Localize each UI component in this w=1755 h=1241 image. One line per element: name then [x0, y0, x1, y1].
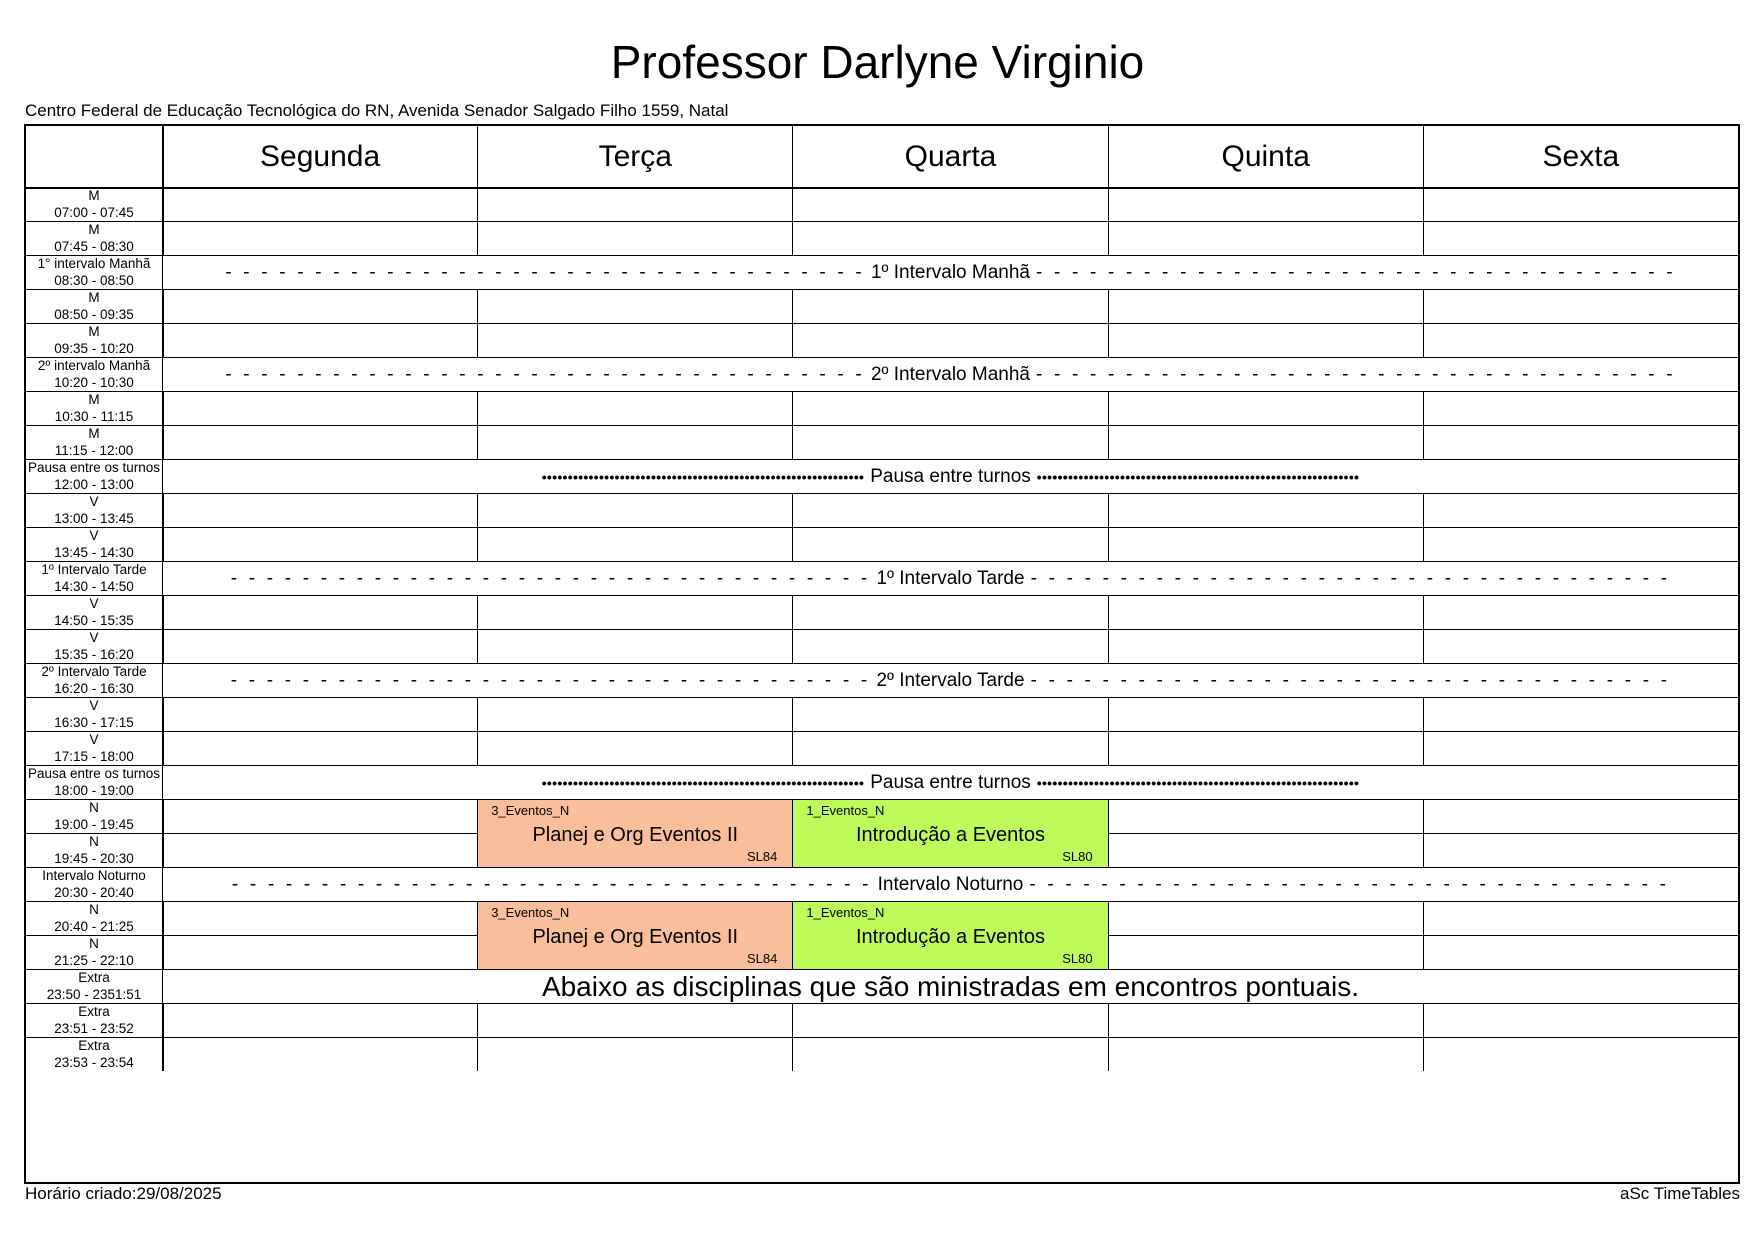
period-name: M	[88, 392, 100, 407]
separator-label: 2º Intervalo Tarde	[876, 669, 1025, 691]
row-divider	[26, 697, 1738, 698]
lesson-subject: Planej e Org Eventos II	[532, 824, 739, 846]
column-divider	[1423, 731, 1424, 765]
period-label	[26, 969, 162, 1003]
period-name: M	[88, 426, 100, 441]
column-divider	[792, 187, 793, 221]
column-divider	[1108, 1003, 1109, 1037]
period-label	[26, 731, 162, 765]
period-name: V	[89, 528, 99, 543]
period-label	[26, 289, 162, 323]
period-name: M	[88, 188, 100, 203]
lesson-subject: Introdução a Eventos	[855, 926, 1045, 948]
lesson-room: SL80	[1062, 951, 1093, 966]
period-time: 15:35 - 16:20	[54, 647, 134, 662]
period-name: V	[89, 494, 99, 509]
separator-label: Intervalo Noturno	[877, 873, 1024, 895]
period-name: N	[89, 800, 99, 815]
lesson-card[interactable]	[477, 902, 793, 969]
page-title: Professor Darlyne Virginio	[610, 36, 1145, 88]
separator-label: 1º Intervalo Tarde	[876, 567, 1025, 589]
row-divider	[26, 289, 1738, 290]
lesson-class: 1_Eventos_N	[806, 803, 885, 818]
separator-leader: ••••••••••••••••••••••••••••••••••••••••••••••••••••••••••••••	[1036, 774, 1360, 791]
lesson-room: SL84	[747, 951, 778, 966]
period-label	[26, 459, 162, 493]
timetable-grid	[24, 124, 1740, 1184]
period-time: 12:00 - 13:00	[54, 477, 134, 492]
period-time: 23:50 - 2351:51	[46, 987, 142, 1002]
period-time: 23:53 - 23:54	[54, 1055, 134, 1070]
column-divider	[1423, 493, 1424, 527]
separator-leader: - - - - - - - - - - - - - - - - - - - - - - - - - - - - - - - - - - - -	[231, 873, 872, 895]
column-divider	[792, 595, 793, 629]
column-divider	[1423, 697, 1424, 731]
pontual-note	[163, 970, 1738, 1003]
column-divider	[792, 697, 793, 731]
row-divider	[26, 1003, 1738, 1004]
column-divider	[1108, 187, 1109, 221]
column-divider	[1423, 391, 1424, 425]
column-divider	[477, 391, 478, 425]
separator-leader: - - - - - - - - - - - - - - - - - - - - - - - - - - - - - - - - - - - -	[225, 261, 865, 283]
column-divider	[1108, 595, 1109, 629]
period-time: 19:45 - 20:30	[54, 851, 134, 866]
column-divider	[792, 527, 793, 561]
column-divider	[1423, 1037, 1424, 1071]
period-time: 20:40 - 21:25	[54, 919, 134, 934]
period-time: 13:00 - 13:45	[54, 511, 134, 526]
column-divider	[1108, 323, 1109, 357]
row-divider	[26, 1037, 1738, 1038]
column-divider	[792, 289, 793, 323]
column-divider	[477, 493, 478, 527]
period-label	[26, 187, 162, 221]
separator-leader: - - - - - - - - - - - - - - - - - - - - - - - - - - - - - - - - - - - -	[1036, 363, 1676, 385]
separator-leader: - - - - - - - - - - - - - - - - - - - - - - - - - - - - - - - - - - - -	[1030, 567, 1671, 589]
period-label	[26, 901, 162, 935]
period-time: 10:20 - 10:30	[54, 375, 134, 390]
column-divider	[1423, 935, 1424, 969]
column-divider	[477, 731, 478, 765]
column-divider	[1108, 629, 1109, 663]
column-divider	[1423, 799, 1424, 833]
separator-label: 2º Intervalo Manhã	[870, 363, 1031, 385]
column-divider	[1423, 833, 1424, 867]
period-label	[26, 1003, 162, 1037]
lesson-class: 3_Eventos_N	[491, 803, 570, 818]
period-label	[26, 765, 162, 799]
period-label	[26, 391, 162, 425]
period-time: 18:00 - 19:00	[54, 783, 134, 798]
period-name: V	[89, 630, 99, 645]
column-divider	[1423, 221, 1424, 255]
separator-leader: - - - - - - - - - - - - - - - - - - - - - - - - - - - - - - - - - - - -	[1030, 669, 1671, 691]
column-divider	[792, 425, 793, 459]
column-divider	[477, 425, 478, 459]
column-divider	[477, 629, 478, 663]
period-name: Extra	[78, 1004, 110, 1019]
separator-leader: ••••••••••••••••••••••••••••••••••••••••••••••••••••••••••••••	[541, 774, 865, 791]
row-divider	[26, 323, 1738, 324]
period-label	[26, 357, 162, 391]
column-divider	[1423, 901, 1424, 935]
column-divider	[1423, 629, 1424, 663]
column-divider	[477, 697, 478, 731]
column-divider	[792, 731, 793, 765]
period-label	[26, 663, 162, 697]
lesson-room: SL80	[1062, 849, 1093, 864]
software-brand: aSc TimeTables	[1620, 1184, 1740, 1203]
break-separator	[163, 460, 1738, 493]
period-time: 21:25 - 22:10	[54, 953, 134, 968]
period-label	[26, 935, 162, 969]
column-divider	[1108, 221, 1109, 255]
period-label	[26, 595, 162, 629]
row-divider	[26, 731, 1738, 732]
column-divider	[1108, 1037, 1109, 1071]
period-name: 2º Intervalo Tarde	[41, 664, 147, 679]
column-divider	[792, 1003, 793, 1037]
period-time: 13:45 - 14:30	[54, 545, 134, 560]
period-label	[26, 833, 162, 867]
day-header-5: Sexta	[1423, 126, 1738, 187]
period-time: 08:30 - 08:50	[54, 273, 134, 288]
row-divider	[26, 527, 1738, 528]
column-divider	[1423, 527, 1424, 561]
period-time: 16:20 - 16:30	[54, 681, 134, 696]
period-time: 23:51 - 23:52	[54, 1021, 134, 1036]
period-time: 11:15 - 12:00	[54, 443, 134, 458]
column-divider	[1108, 527, 1109, 561]
lesson-class: 3_Eventos_N	[491, 905, 570, 920]
column-divider	[477, 595, 478, 629]
period-label	[26, 323, 162, 357]
period-name: N	[89, 902, 99, 917]
period-time: 10:30 - 11:15	[54, 409, 134, 424]
period-name: Extra	[78, 970, 110, 985]
period-name: Intervalo Noturno	[42, 868, 146, 883]
row-divider	[26, 629, 1738, 630]
column-divider	[1108, 493, 1109, 527]
row-divider	[26, 595, 1738, 596]
header-divider	[26, 187, 1738, 189]
header-column-divider	[477, 126, 478, 187]
header-column-divider	[792, 126, 793, 187]
column-divider	[1423, 1003, 1424, 1037]
break-separator	[163, 562, 1738, 595]
period-label	[26, 799, 162, 833]
school-address: Centro Federal de Educação Tecnológica do RN, Avenida Senador Salgado Filho 1559, Natal	[25, 101, 729, 120]
period-time: 19:00 - 19:45	[54, 817, 134, 832]
period-label	[26, 221, 162, 255]
period-name: M	[88, 290, 100, 305]
period-time: 16:30 - 17:15	[54, 715, 134, 730]
period-label	[26, 425, 162, 459]
column-divider	[1108, 391, 1109, 425]
column-divider	[477, 1037, 478, 1071]
lesson-class: 1_Eventos_N	[806, 905, 885, 920]
day-header-2: Terça	[477, 126, 792, 187]
period-name: 2º intervalo Manhã	[37, 358, 151, 373]
break-separator	[163, 868, 1738, 901]
column-divider	[1108, 731, 1109, 765]
separator-leader: - - - - - - - - - - - - - - - - - - - - - - - - - - - - - - - - - - - -	[230, 669, 871, 691]
column-divider	[1108, 697, 1109, 731]
period-time: 08:50 - 09:35	[54, 307, 134, 322]
lesson-card[interactable]	[477, 800, 793, 867]
break-separator	[163, 664, 1738, 697]
column-divider	[477, 527, 478, 561]
separator-leader: - - - - - - - - - - - - - - - - - - - - - - - - - - - - - - - - - - - -	[225, 363, 865, 385]
note-text: Abaixo as disciplinas que são ministradas em encontros pontuais.	[541, 970, 1360, 1002]
period-name: Pausa entre os turnos	[27, 766, 161, 781]
column-divider	[792, 1037, 793, 1071]
column-divider	[1108, 425, 1109, 459]
break-separator	[163, 766, 1738, 799]
period-name: V	[89, 732, 99, 747]
period-name: 1º Intervalo Tarde	[41, 562, 147, 577]
separator-label: Pausa entre turnos	[870, 465, 1031, 487]
separator-leader: - - - - - - - - - - - - - - - - - - - - - - - - - - - - - - - - - - - -	[1029, 873, 1670, 895]
separator-leader: ••••••••••••••••••••••••••••••••••••••••••••••••••••••••••••••	[1036, 468, 1360, 485]
period-name: M	[88, 324, 100, 339]
created-date: Horário criado:29/08/2025	[25, 1184, 222, 1203]
period-name: V	[89, 698, 99, 713]
column-divider	[792, 493, 793, 527]
column-divider	[792, 629, 793, 663]
period-label	[26, 255, 162, 289]
column-divider	[1423, 595, 1424, 629]
separator-leader: - - - - - - - - - - - - - - - - - - - - - - - - - - - - - - - - - - - -	[230, 567, 871, 589]
period-label	[26, 1037, 162, 1071]
separator-leader: ••••••••••••••••••••••••••••••••••••••••••••••••••••••••••••••	[541, 468, 865, 485]
column-divider	[477, 187, 478, 221]
lesson-subject: Introdução a Eventos	[855, 824, 1045, 846]
day-header-3: Quarta	[792, 126, 1107, 187]
period-name: M	[88, 222, 100, 237]
row-divider	[26, 425, 1738, 426]
period-name: N	[89, 834, 99, 849]
period-name: 1° intervalo Manhã	[37, 256, 151, 271]
period-time: 20:30 - 20:40	[54, 885, 134, 900]
row-divider	[26, 391, 1738, 392]
period-label	[26, 697, 162, 731]
row-divider	[26, 221, 1738, 222]
lesson-subject: Planej e Org Eventos II	[532, 926, 739, 948]
period-label	[26, 561, 162, 595]
column-divider	[1423, 323, 1424, 357]
column-divider	[477, 221, 478, 255]
row-divider	[26, 493, 1738, 494]
period-label	[26, 527, 162, 561]
header-column-divider	[1108, 126, 1109, 187]
column-divider	[792, 323, 793, 357]
day-header-4: Quinta	[1108, 126, 1423, 187]
period-label	[26, 493, 162, 527]
period-label	[26, 629, 162, 663]
period-time: 07:45 - 08:30	[54, 239, 134, 254]
period-time: 07:00 - 07:45	[54, 205, 134, 220]
column-divider	[477, 289, 478, 323]
break-separator	[163, 256, 1738, 289]
column-divider	[1423, 425, 1424, 459]
break-separator	[163, 358, 1738, 391]
period-time: 14:50 - 15:35	[54, 613, 134, 628]
column-divider	[792, 221, 793, 255]
period-time: 17:15 - 18:00	[54, 749, 134, 764]
separator-label: 1º Intervalo Manhã	[870, 261, 1031, 283]
period-name: N	[89, 936, 99, 951]
header-column-divider	[1423, 126, 1424, 187]
period-name: Pausa entre os turnos	[27, 460, 161, 475]
separator-label: Pausa entre turnos	[870, 771, 1031, 793]
column-divider	[1108, 289, 1109, 323]
period-time: 14:30 - 14:50	[54, 579, 134, 594]
day-header-1: Segunda	[162, 126, 477, 187]
column-divider	[792, 391, 793, 425]
lesson-room: SL84	[747, 849, 778, 864]
column-divider	[1423, 289, 1424, 323]
period-name: Extra	[78, 1038, 110, 1053]
period-label	[26, 867, 162, 901]
column-divider	[477, 323, 478, 357]
column-divider	[477, 1003, 478, 1037]
lesson-card[interactable]	[792, 800, 1108, 867]
period-name: V	[89, 596, 99, 611]
lesson-card[interactable]	[792, 902, 1108, 969]
period-time: 09:35 - 10:20	[54, 341, 134, 356]
separator-leader: - - - - - - - - - - - - - - - - - - - - - - - - - - - - - - - - - - - -	[1036, 261, 1676, 283]
column-divider	[1423, 187, 1424, 221]
